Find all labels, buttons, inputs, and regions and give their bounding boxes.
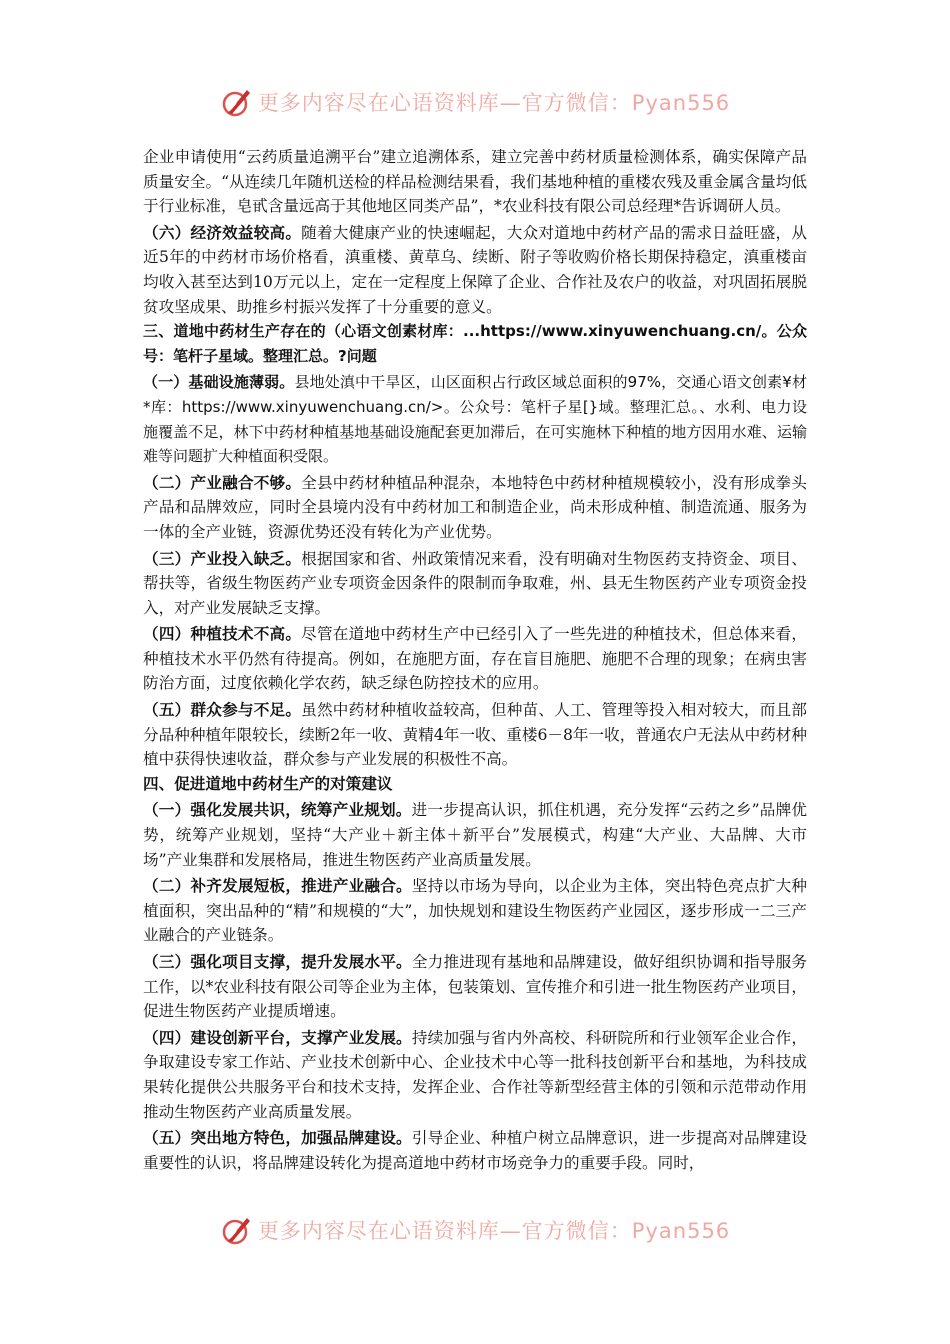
paragraph [143, 471, 807, 545]
paragraph-text: 全县中药材种植品种混杂，本地特色中药材种植规模较小，没有形成拳头产品和品牌效应，同时全县境内没有中药材加工和制造企业，尚未形成种植、制造流通、服务为一体的全产业链，资源优势还没有转化为产业优势。 [143, 473, 807, 541]
paragraph-lead: （五）群众参与不足。 [143, 700, 302, 720]
paragraph [143, 874, 807, 948]
paragraph-text: 随着大健康产业的快速崛起，大众对道地中药材产品的需求日益旺盛，从近5年的中药材市场价格看，滇重楼、黄草乌、续断、附子等收购价格长期保持稳定，滇重楼亩均收入甚至达到10万元以上，定在一定程度上保障了企业、合作社及农户的收益，对巩固拓展脱贫攻坚成果、助推乡村振兴发挥了十分重要的意义。 [143, 223, 807, 316]
paragraph-lead: （四）建设创新平台，支撑产业发展。 [143, 1027, 412, 1047]
quill-logo-icon [220, 85, 254, 119]
paragraph: 企业申请使用“云药质量追溯平台”建立追溯体系，建立完善中药材质量检测体系，确实保障产品质量安全。“从连续几年随机送检的样品检测结果看，我们基地种植的重楼农残及重金属含量均低于行业标准，皂甙含量远高于其他地区同类产品”，*农业科技有限公司总经理*告诉调研人员。 [143, 148, 807, 216]
section-heading: 三、道地中药材生产存在的（心语文创素材库：...https://www.xinyuwenchuang.cn/。公众号：笔杆子星域。整理汇总。?问题 [143, 322, 807, 365]
paragraph-lead: （六）经济效益较高。 [143, 222, 302, 242]
paragraph [143, 1026, 807, 1124]
footer-banner-text: 更多内容尽在心语资料库—官方微信：Pyan556 [257, 1219, 731, 1243]
quill-logo-icon [220, 1213, 254, 1247]
paragraph-lead: （五）突出地方特色，加强品牌建设。 [143, 1128, 412, 1148]
paragraph [143, 370, 807, 468]
paragraph-text: 进一步提高认识，抓住机遇，充分发挥“云药之乡”品牌优势，统筹产业规划，坚持“大产业＋新主体＋新平台”发展模式，构建“大产业、大品牌、大市场”产业集群和发展格局，推进生物医药产业高质量发展。 [143, 801, 807, 869]
paragraph-text: 县地处滇中干旱区，山区面积占行政区域总面积的97%，交通心语文创素¥材*库：https://www.xinyuwenchuang.cn/>。公众号：笔杆子星[}域。整理汇总。、水利、电力设施覆盖不足，林下中药材种植基地基础设施配套更加滞后，在可实施林下种植的地方因用水难、运输难等问题扩大种植面积受限。 [143, 373, 807, 466]
paragraph [143, 698, 807, 772]
paragraph-lead: （一）强化发展共识，统筹产业规划。 [143, 800, 412, 820]
paragraph-lead: （三）产业投入缺乏。 [143, 548, 302, 568]
paragraph-text: 引导企业、种植户树立品牌意识，进一步提高对品牌建设重要性的认识，将品牌建设转化为提高道地中药材市场竞争力的重要手段。同时， [143, 1129, 807, 1172]
section-heading: 四、促进道地中药材生产的对策建议 [143, 773, 393, 793]
paragraph-lead: （一）基础设施薄弱。 [143, 373, 295, 392]
paragraph-lead: （二）产业融合不够。 [143, 472, 302, 492]
paragraph-text: 尽管在道地中药材生产中已经引入了一些先进的种植技术，但总体来看，种植技术水平仍然有待提高。例如，在施肥方面，存在盲目施肥、施肥不合理的现象；在病虫害防治方面，过度依赖化学农药，缺乏绿色防控技术的应用。 [143, 625, 807, 693]
paragraph [143, 622, 807, 696]
paragraph-lead: （四）种植技术不高。 [143, 624, 302, 644]
header-banner-text: 更多内容尽在心语资料库—官方微信：Pyan556 [257, 91, 731, 115]
paragraph-text: 虽然中药材种植收益较高，但种苗、人工、管理等投入相对较大，而且部分品种种植年限较长，续断2年一收、黄精4年一收、重楼6－8年一收，普通农户无法从中药材种植中获得快速收益，群众参与产业发展的积极性不高。 [143, 701, 807, 769]
document-body [143, 145, 807, 1175]
paragraph [143, 798, 807, 872]
paragraph-text: 全力推进现有基地和品牌建设，做好组织协调和指导服务工作，以*农业科技有限公司等企业为主体，包装策划、宣传推介和引进一批生物医药产业项目，促进生物医药产业提质增速。 [143, 953, 807, 1021]
paragraph-text: 坚持以市场为导向，以企业为主体，突出特色亮点扩大种植面积，突出品种的“精”和规模的“大”，加快规划和建设生物医药产业园区，逐步形成一二三产业融合的产业链条。 [143, 877, 807, 945]
paragraph-text: 根据国家和省、州政策情况来看，没有明确对生物医药支持资金、项目、帮扶等，省级生物医药产业专项资金因条件的限制而争取难，州、县无生物医药产业专项资金投入，对产业发展缺乏支撑。 [143, 549, 807, 617]
header-banner [0, 82, 950, 122]
footer-banner [0, 1210, 950, 1250]
paragraph-text: 持续加强与省内外高校、科研院所和行业领军企业合作，争取建设专家工作站、产业技术创新中心、企业技术中心等一批科技创新平台和基地，为科技成果转化提供公共服务平台和技术支持，发挥企业、合作社等新型经营主体的引领和示范带动作用推动生物医药产业高质量发展。 [143, 1028, 807, 1121]
paragraph-lead: （二）补齐发展短板，推进产业融合。 [143, 876, 412, 896]
paragraph-lead: （三）强化项目支撑，提升发展水平。 [143, 952, 412, 971]
paragraph [143, 547, 807, 621]
paragraph [143, 1126, 807, 1175]
paragraph [143, 221, 807, 319]
paragraph [143, 950, 807, 1024]
